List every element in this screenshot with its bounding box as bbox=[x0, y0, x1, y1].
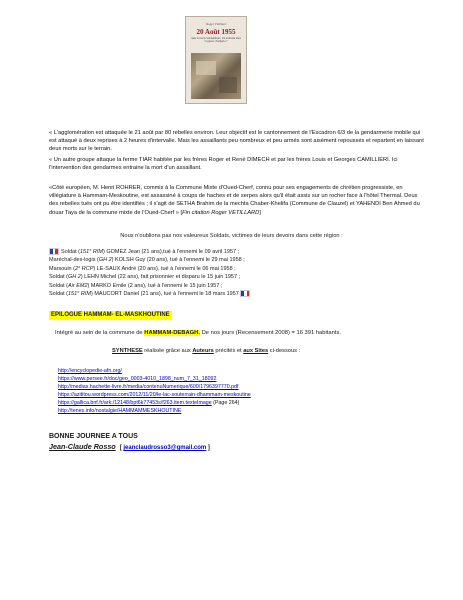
soldier-row: Soldat (151° RIM) MAUCORT Daniel (21 ans), tué à l'ennemi le 18 mars 1957 bbox=[49, 290, 429, 298]
p3-citation: Fin citation Roger VETILLARD bbox=[182, 209, 260, 216]
list-item bbox=[58, 399, 251, 407]
cover-subtitle: dans le nord-constantinois. Un tournant dans la guerre d'Algérie ? bbox=[190, 37, 242, 44]
integration-line: Intégré au sein de la commune de HAMMAM-DEBAGH. De nos jours (Recensement 2008) = 16 391 habitants. bbox=[55, 330, 341, 336]
source-link[interactable]: http://encyclopedie-afn.org/ bbox=[58, 368, 122, 374]
french-flag-icon bbox=[240, 290, 250, 297]
list-item bbox=[58, 391, 251, 399]
cover-photo bbox=[191, 53, 241, 99]
soldier-row: Marsouin (2° RCP) LE-SAUX André (20 ans), tué à l'ennemi le 06 mai 1958 ; bbox=[49, 265, 236, 272]
epilogue-heading: EPILOGUE HAMMAM- EL-MASKHOUTINE bbox=[51, 312, 170, 318]
list-item bbox=[58, 375, 251, 383]
soldier-row: Soldat (GH 2) LEHN Michel (22 ans), fait prisonnier et disparu le 15 juin 1957 ; bbox=[49, 274, 241, 281]
list-item bbox=[58, 367, 251, 375]
signature: Jean-Claude Rosso [ jeanclaudrosso3@gmail.com ] bbox=[49, 442, 210, 451]
soldier-list bbox=[49, 248, 429, 298]
soldier-row: Soldat (151° RIM) GOMEZ Jean (21 ans),tué à l'ennemi le 09 avril 1957 ; bbox=[49, 248, 429, 256]
source-links bbox=[58, 367, 251, 415]
source-link[interactable]: https://gallica.bnf.fr/ark:/12148/bpt6k77453s/f263.item.texteImage bbox=[58, 400, 212, 406]
source-link[interactable]: https://azititou.wordpress.com/2012/11/20/le-lac-souterrain-dhammam-meskoutine bbox=[58, 392, 251, 398]
closing-line: BONNE JOURNEE A TOUS bbox=[49, 433, 138, 440]
paragraph-attack: « L'agglomération est attaquée le 21 août par 80 rebelles environ. Leur objectif est le cantonnement de l'Escadron 6/3 de la gendarmerie mobile qui est attaqué à deux reprises à 2 heures d'intervalle. Mais les assaillants peu nombreux et peu armés sont aisément repoussés et repartent en laissant deux morts sur le terrain. bbox=[49, 130, 424, 153]
soldier-row: Soldat (Air EM2) MARKO Emile (2 ans), tué à l'ennemi le 15 juin 1957 ; bbox=[49, 282, 223, 289]
french-flag-icon bbox=[49, 248, 59, 255]
source-link[interactable]: http://tenes.info/nostalgie/HAMMAMMESKHOUTINE bbox=[58, 408, 182, 414]
p3-main: «Côté européen, M. Henri ROHRER, commis à la Commune Mixte d'Oued-Cherf, connu pour ses engagements de chrétien progressiste, en villégiature à Hammam-Meskoutine, est assassiné à coups de haches et de serpes alors qu'il était assis sur un rocher face à l'hôtel Thermal. Deux des rebelles tués ont pu être identifiés ; il s'agit de SETHA Brahim de la mechta Chaber-Khelifa (Commune de Clauzel) et YAHENDI Ben Ahmed du douar Taya de la commune mixte de l'Oued-Cherf » [ bbox=[49, 185, 420, 216]
list-item bbox=[58, 383, 251, 391]
cover-author: Roger Vétillard bbox=[206, 22, 226, 26]
paragraph-european bbox=[49, 184, 427, 217]
email-link[interactable]: jeanclaudrosso3@gmail.com bbox=[123, 445, 207, 451]
cover-title: 20 Août 1955 bbox=[196, 28, 236, 36]
tribute-line: Nous n'oublions pas nos valeureux Soldats, victimes de leurs devoirs dans cette région : bbox=[120, 233, 343, 239]
author-name: Jean-Claude Rosso bbox=[49, 442, 116, 451]
list-item bbox=[58, 407, 251, 415]
p3-end: ] bbox=[259, 209, 261, 216]
book-cover-image bbox=[185, 16, 247, 104]
source-link[interactable]: https://www.persee.fr/doc/geo_0003-4010_1898_num_7_31_18092 bbox=[58, 376, 217, 382]
source-link[interactable]: http://medias.hachette-livre.fr/media/contenuNumerique/600/1796397770.pdf bbox=[58, 384, 239, 390]
commune-highlight: HAMMAM-DEBAGH. bbox=[144, 330, 200, 336]
synthese-line: SYNTHESE réalisée grâce aux Auteurs précités et aux Sites ci-dessous : bbox=[112, 348, 301, 354]
link-note: (Page 264) bbox=[211, 400, 240, 406]
paragraph-farm: « Un autre groupe attaque la ferme TIAR habitée par les frères Roger et René DIMECH et par les frères Louis et Georges CAMILLIERI. Ici l'intervention des gendarmes entraine la mort d'un assaillant. bbox=[49, 157, 398, 172]
soldier-row: Maréchal-des-logis (GH 2) KOLSH Guy (20 ans), tué à l'ennemi le 29 mai 1958 ; bbox=[49, 257, 245, 264]
